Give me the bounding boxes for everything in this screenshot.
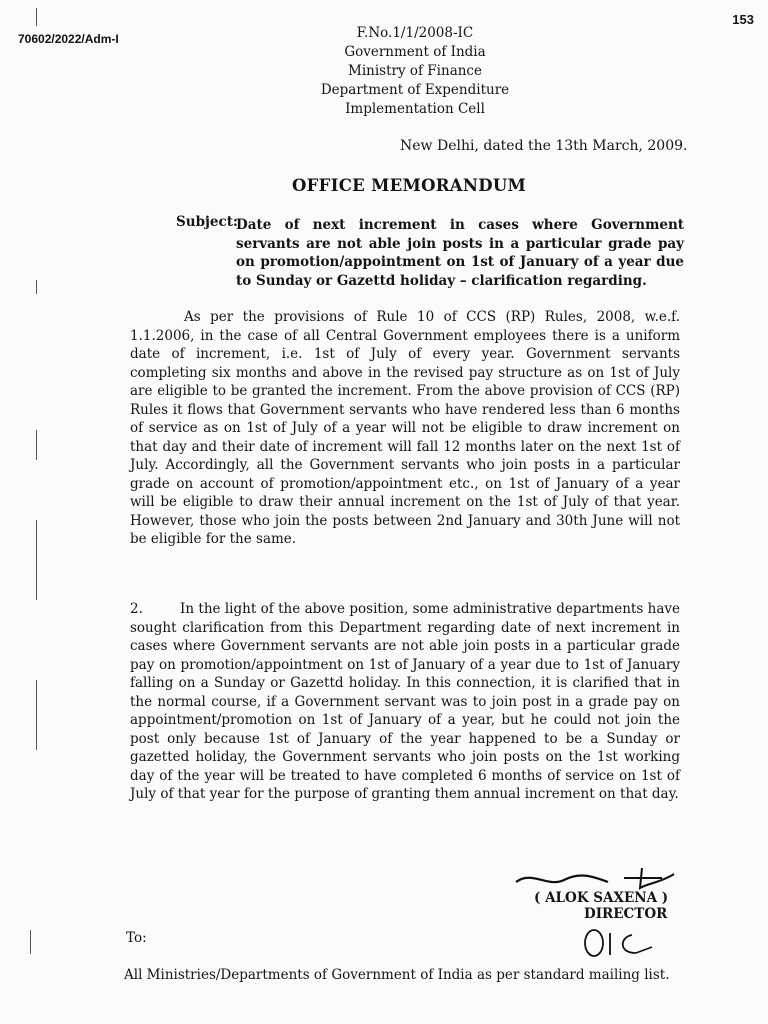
page-number: 153: [732, 12, 754, 27]
signatory-name: ( ALOK SAXENA ): [534, 890, 669, 906]
signature-icon: [512, 862, 682, 892]
addressee-text: All Ministries/Departments of Government of India as per standard mailing list.: [124, 967, 670, 983]
paragraph-number: 2.: [130, 601, 143, 617]
file-reference: 70602/2022/Adm-I: [18, 32, 119, 46]
scan-mark: [36, 430, 37, 460]
file-number: F.No.1/1/2008-IC: [356, 25, 474, 41]
subject-label: Subject:: [176, 214, 238, 230]
scan-mark: [36, 280, 37, 294]
memo-title: OFFICE MEMORANDUM: [292, 176, 527, 195]
handwritten-initials-icon: [580, 925, 660, 961]
scan-mark: [36, 520, 37, 600]
scan-mark: [36, 8, 37, 26]
scan-mark: [36, 680, 37, 750]
signatory-designation: DIRECTOR: [584, 906, 668, 922]
to-label: To:: [126, 930, 147, 946]
government-line: Government of India: [344, 44, 486, 60]
cell-line: Implementation Cell: [345, 101, 485, 117]
subject-text: Date of next increment in cases where Government servants are not able join posts in a particular grade pay on promotion/appointment on 1st of January of a year due to Sunday or Gazettd holiday – clarification regarding.: [236, 217, 684, 289]
department-line: Department of Expenditure: [320, 82, 510, 98]
paragraph-2: [130, 600, 680, 804]
paragraph-1: As per the provisions of Rule 10 of CCS (RP) Rules, 2008, w.e.f. 1.1.2006, in the case of all Central Government employees there is a uniform date of increment, i.e. 1st of July of every year. Government servants completing six months and above in the revised pay structure as on 1st of July are eligible to be granted the increment. From the above provision of CCS (RP) Rules it flows that Government servants who have rendered less than 6 months of service as on 1st of July of a year will not be eligible to draw increment on that day and their date of increment will fall 12 months later on the next 1st of July. Accordingly, all the Government servants who join posts in a particular grade on account of promotion/appointment etc., on 1st of January of a year will be eligible to draw their annual increment on the 1st of July of that year. However, those who join the posts between 2nd January and 30th June will not be eligible for the same.: [130, 309, 680, 547]
paragraph-2-text: In the light of the above position, some administrative departments have sought clarification from this Department regarding date of next increment in cases where Government servants are not able join posts in a particular grade pay on promotion/appointment on 1st of January of a year due to 1st of January falling on a Sunday or Gazettd holiday. In this connection, it is clarified that in the normal course, if a Government servant was to join post in a grade pay on appointment/promotion on 1st of January of a year, but he could not join the post only because 1st of January of the year happened to be a Sunday or gazetted holiday, the Government servants who join posts on the 1st working day of the year will be treated to have completed 6 months of service on 1st of July of that year for the purpose of granting them annual increment on that day.: [130, 601, 680, 802]
scan-mark: [30, 930, 31, 954]
dateline: New Delhi, dated the 13th March, 2009.: [400, 138, 688, 154]
letterhead: [300, 24, 530, 119]
ministry-line: Ministry of Finance: [348, 63, 482, 79]
